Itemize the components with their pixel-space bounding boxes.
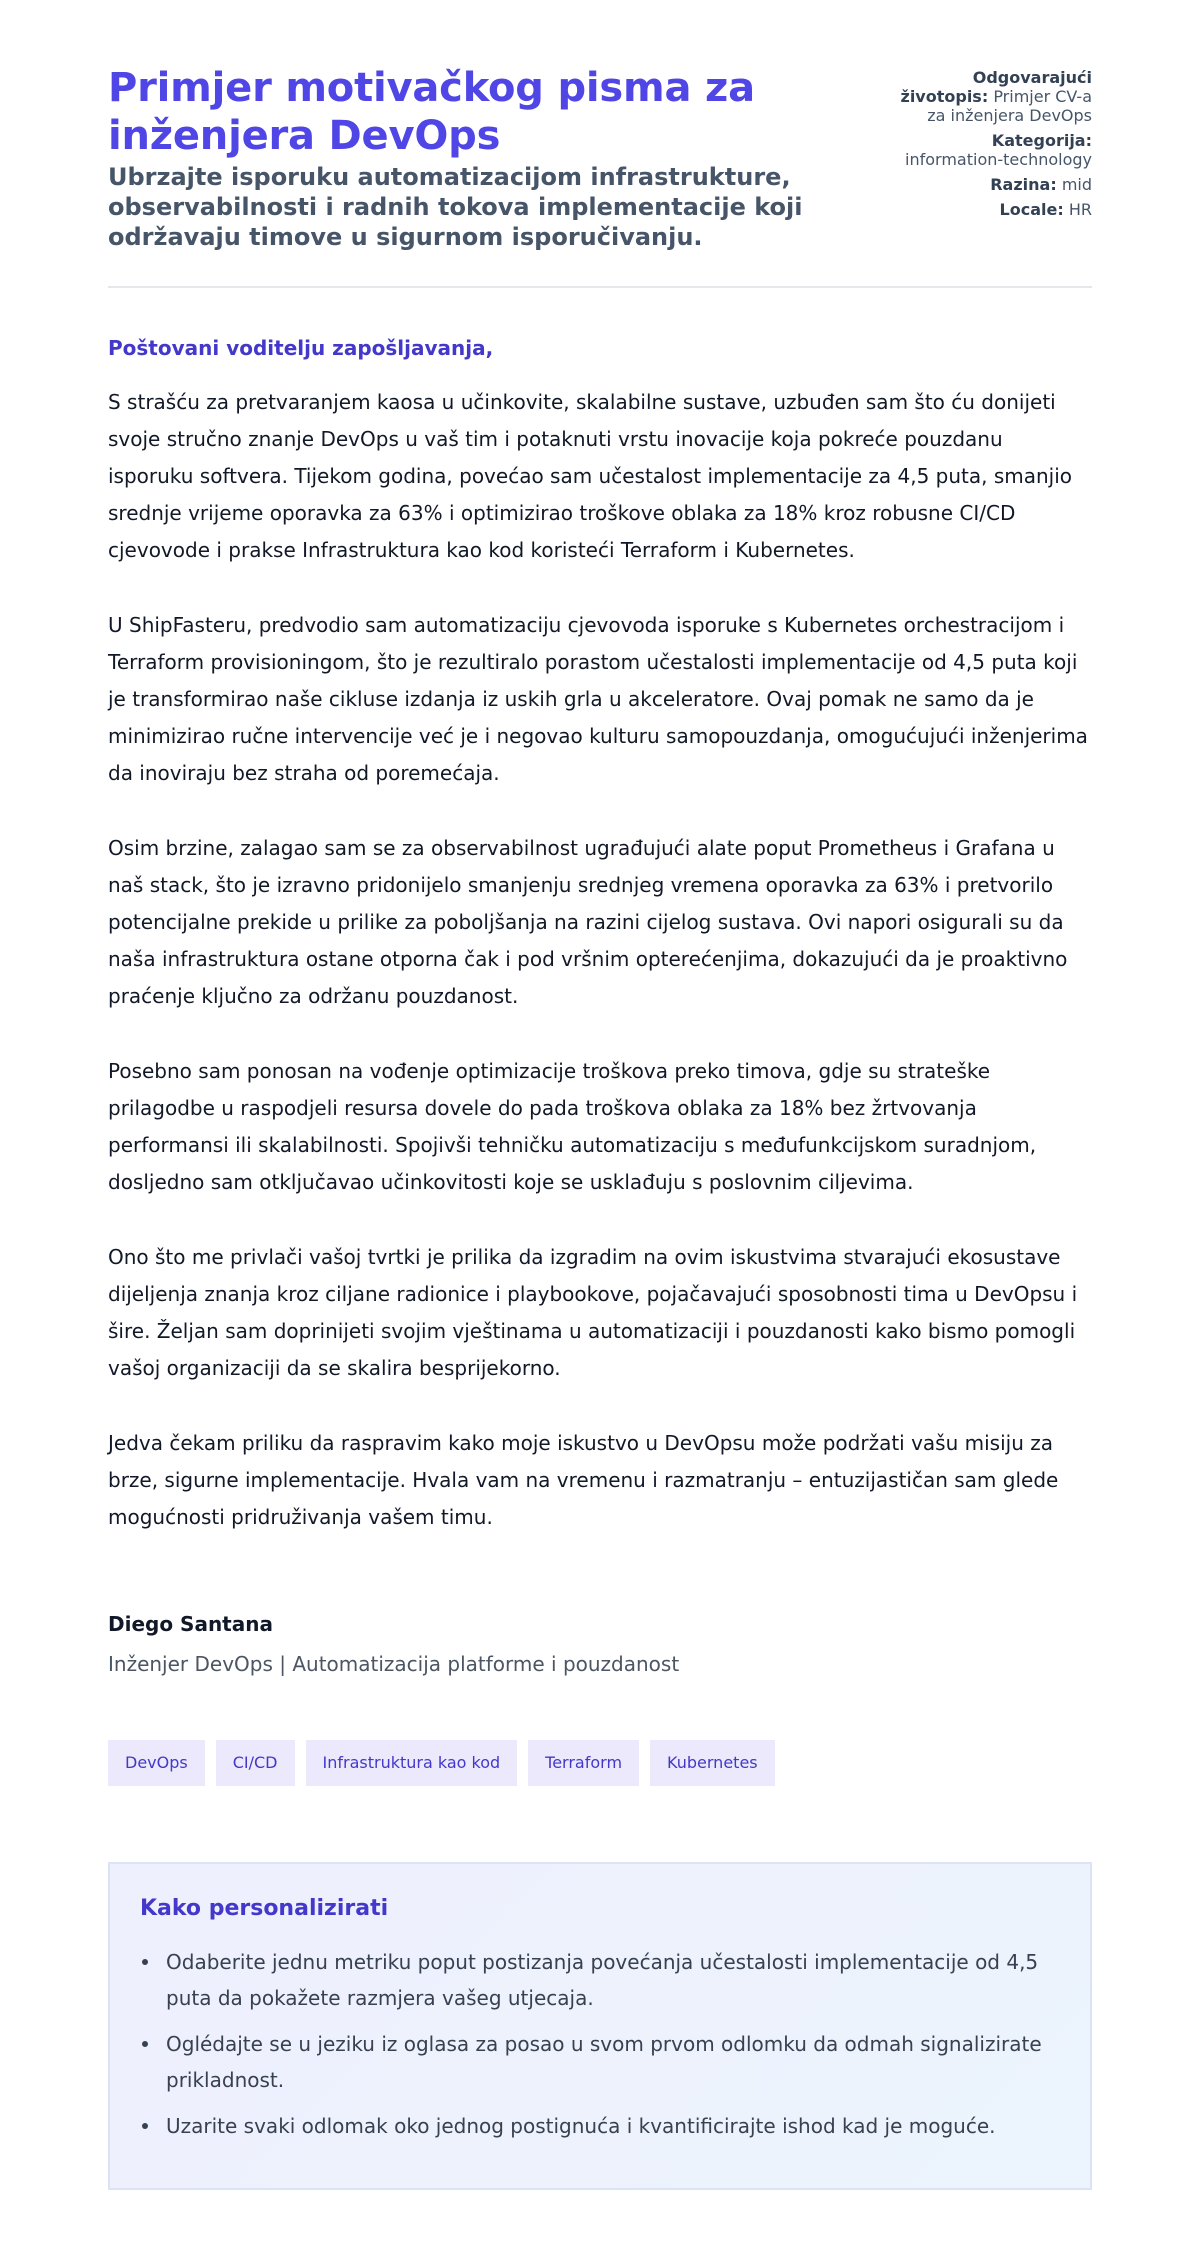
meta-panel [892,64,1092,225]
letter-paragraph: Posebno sam ponosan na vođenje optimizacije troškova preko timova, gdje su strateške prilagodbe u raspodjeli resursa dovele do pada troškova oblaka za 18% bez žrtvovanja performansi ili skalabilnosti. Spojivši tehničku automatizaciju s međufunkcijskom suradnjom, dosljedno sam otključavao učinkovitosti koje se usklađuju s poslovnim ciljevima. [108,1059,1037,1194]
tip-item: Oglédajte se u jeziku iz oglasa za posao u svom prvom odlomku da odmah signalizirate prikladnost. [140,2026,1060,2098]
meta-locale [892,200,1092,219]
letter-paragraph: Osim brzine, zalagao sam se za observabilnost ugrađujući alate poput Prometheus i Grafana u naš stack, što je izravno pridonijelo smanjenju srednjeg vremena oporavka za 63% i pretvorilo potencijalne prekide u prilike za poboljšanja na razini cijelog sustava. Ovi napori osigurali su da naša infrastruktura ostane otporna čak i pod vršnim opterećenjima, dokazujući da je proaktivno praćenje ključno za održanu pouzdanost. [108,836,1068,1008]
tag-cicd: CI/CD [216,1740,295,1786]
letter-body [108,288,1092,1536]
skill-tags [108,1740,1092,1786]
letter-paragraph: Ono što me privlači vašoj tvrtki je prilika da izgradim na ovim iskustvima stvarajući ekosustave dijeljenja znanja kroz ciljane radionice i playbookove, pojačavajući sposobnosti tima u DevOpsu i šire. Željan sam doprinijeti svojim vještinama u automatizaciji i pouzdanosti kako bismo pomogli vašoj organizaciji da se skalira besprijekorno. [108,1245,1078,1380]
header-main [108,64,868,252]
meta-key: Odgovarajući životopis: [900,68,1092,106]
tag-terraform: Terraform [528,1740,639,1786]
signature-name: Diego Santana [108,1612,273,1636]
page-title: Primjer motivačkog pisma za inženjera DevOps [108,65,755,159]
tip-item: Uzarite svaki odlomak oko jednog postignuća i kvantificirajte ishod kad je moguće. [140,2108,1060,2144]
signature-block [108,1610,1092,1678]
meta-key: Locale: [999,200,1064,219]
salutation: Poštovani voditelju zapošljavanja, [108,336,494,360]
page-header [108,64,1092,288]
meta-matching-resume [892,68,1092,125]
page-subtitle: Ubrzajte isporuku automatizacijom infrastrukture, observabilnosti i radnih tokova implementacije koji održavaju timove u sigurnom isporučivanju. [108,163,803,251]
meta-value: information-technology [905,150,1092,169]
meta-value: Primjer CV-a za inženjera DevOps [927,87,1092,125]
signature-role: Inženjer DevOps | Automatizacija platforme i pouzdanost [108,1652,680,1676]
letter-paragraph: Jedva čekam priliku da raspravim kako moje iskustvo u DevOpsu može podržati vašu misiju za brze, sigurne implementacije. Hvala vam na vremenu i razmatranju – entuzijastičan sam glede mogućnosti pridruživanja vašem timu. [108,1431,1059,1529]
tips-title: Kako personalizirati [140,1896,389,1921]
letter-paragraph: S strašću za pretvaranjem kaosa u učinkovite, skalabilne sustave, uzbuđen sam što ću donijeti svoje stručno znanje DevOps u vaš tim i potaknuti vrstu inovacije koja pokreće pouzdanu isporuku softvera. Tijekom godina, povećao sam učestalost implementacije za 4,5 puta, smanjio srednje vrijeme oporavka za 63% i optimizirao troškove oblaka za 18% kroz robusne CI/CD cjevovode i prakse Infrastruktura kao kod koristeći Terraform i Kubernetes. [108,390,1073,562]
tag-kubernetes: Kubernetes [650,1740,775,1786]
tips-list [140,1944,1060,2144]
tip-item: Odaberite jednu metriku poput postizanja povećanja učestalosti implementacije od 4,5 puta da pokažete razmjera vašeg utjecaja. [140,1944,1060,2016]
letter-paragraph: U ShipFasteru, predvodio sam automatizaciju cjevovoda isporuke s Kubernetes orchestracijom i Terraform provisioningom, što je rezultiralo porastom učestalosti implementacije od 4,5 puta koji je transformirao naše cikluse izdanja iz uskih grla u akceleratore. Ovaj pomak ne samo da je minimizirao ručne intervencije već je i negovao kulturu samopouzdanja, omogućujući inženjerima da inoviraju bez straha od poremećaja. [108,613,1088,785]
tag-infrastructure-as-code: Infrastruktura kao kod [306,1740,518,1786]
personalization-tips-box [108,1862,1092,2190]
meta-key: Kategorija: [991,131,1092,150]
meta-value: HR [1068,200,1092,219]
meta-key: Razina: [990,175,1057,194]
meta-level [892,175,1092,194]
tag-devops: DevOps [108,1740,205,1786]
meta-value: mid [1061,175,1092,194]
meta-category [892,131,1092,169]
